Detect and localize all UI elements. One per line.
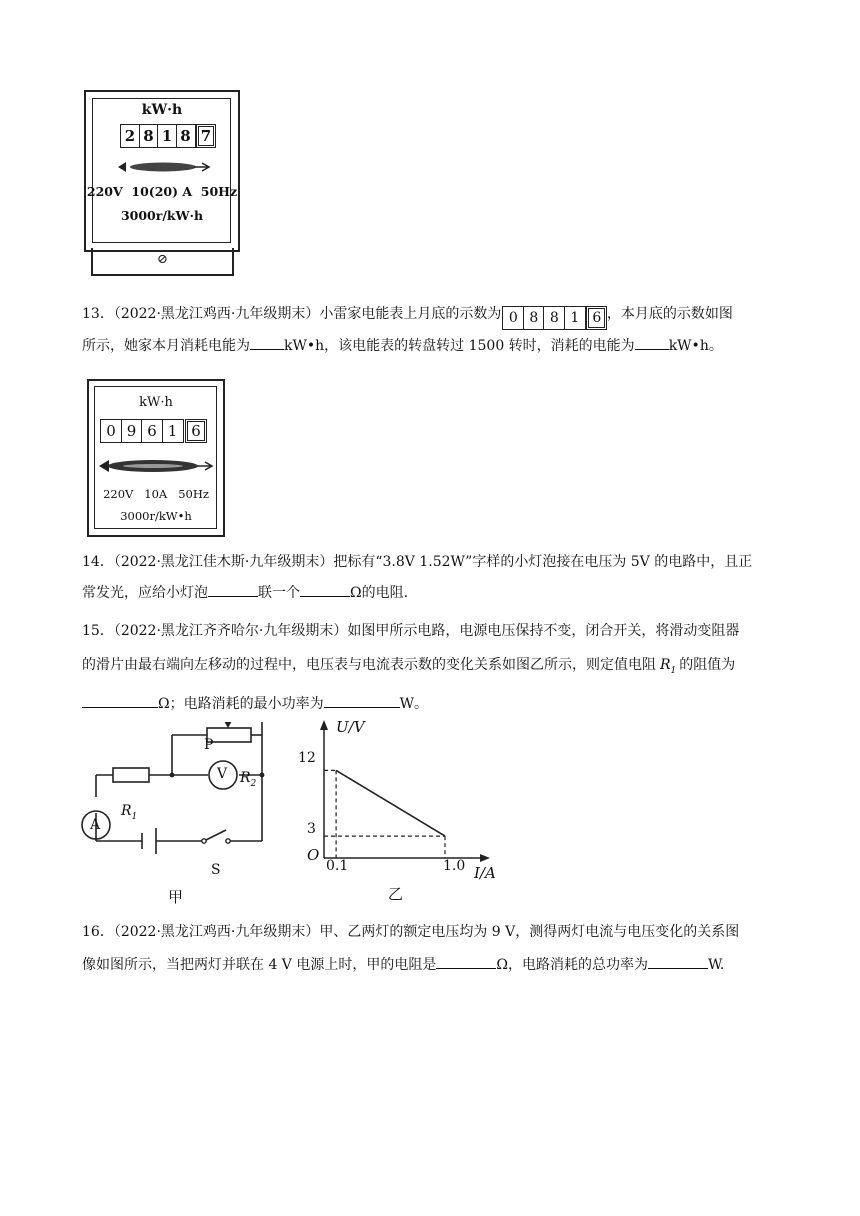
question-text: W. xyxy=(707,957,725,973)
inline-meter-reading xyxy=(502,306,606,330)
x-axis-arrow-icon xyxy=(480,854,490,862)
question-text: 甲、乙两灯的额定电压均为 9 V，测得两灯电流与电压变化的关系图 xyxy=(319,924,740,940)
y-axis-arrow-icon xyxy=(320,720,328,730)
rheostat-label: $R_2$ xyxy=(240,770,257,789)
answer-blank[interactable] xyxy=(324,693,400,708)
question-text: ，本月底的示数如图 xyxy=(606,306,733,322)
meter-unit: kW·h xyxy=(139,395,173,410)
junction-dot xyxy=(260,773,265,778)
figure-caption: 乙 xyxy=(388,885,404,903)
question-source: （2022·黑龙江佳木斯·九年级期末） xyxy=(113,554,334,570)
circuit-diagram xyxy=(76,722,276,890)
slider-label: P xyxy=(204,737,214,753)
meter-digit: 8 xyxy=(139,124,159,148)
question-number: 14． xyxy=(82,554,114,570)
question-text: 像如图所示，当把两灯并联在 4 V 电源上时，甲的电阻是 xyxy=(82,957,437,973)
reading-digit: 1 xyxy=(564,306,586,330)
question-text: 联一个 xyxy=(258,585,300,601)
question-14 xyxy=(82,548,782,607)
question-13 xyxy=(82,298,782,360)
resistor-subscript: 1 xyxy=(670,665,677,676)
question-text: 的滑片由最右端向左移动的过程中，电压表与电流表示数的变化关系如图乙所示，则定值电阻 xyxy=(82,657,656,673)
y-tick-label: 3 xyxy=(307,821,316,837)
reading-digit: 0 xyxy=(502,306,524,330)
question-text: Ω，电路消耗的总功率为 xyxy=(496,957,648,973)
reading-digit: 8 xyxy=(543,306,565,330)
meter-digit: 9 xyxy=(121,419,143,443)
meter-base xyxy=(91,248,234,276)
question-text: 常发光，应给小灯泡 xyxy=(82,585,208,601)
energy-meter-figure-1 xyxy=(84,90,240,252)
answer-blank[interactable] xyxy=(635,335,669,350)
resistor-label: $R_1$ xyxy=(121,803,138,822)
answer-blank[interactable] xyxy=(208,582,258,597)
meter-rating: 220V 10(20) A 50Hz xyxy=(86,184,238,199)
switch-contact xyxy=(226,839,230,843)
switch-contact xyxy=(202,839,206,843)
meter-digit: 1 xyxy=(162,419,184,443)
data-line xyxy=(336,770,445,836)
graph-origin: O xyxy=(307,846,320,864)
question-text: kW•h，该电能表的转盘转过 1500 转时，消耗的电能为 xyxy=(284,338,635,354)
answer-blank[interactable] xyxy=(300,582,350,597)
question-number: 15． xyxy=(82,623,114,639)
meter-digits xyxy=(120,124,215,148)
graph-x-label: I/A xyxy=(474,864,496,882)
question-source: （2022·黑龙江鸡西·九年级期末） xyxy=(113,924,320,940)
question-text: 把标有“3.8V 1.52W”字样的小灯泡接在电压为 5V 的电路中，且正 xyxy=(333,554,753,570)
slider-pointer-icon xyxy=(224,722,232,728)
question-text: W。 xyxy=(399,695,428,712)
reading-digit-decimal: 6 xyxy=(586,306,607,330)
switch-label: S xyxy=(211,862,221,878)
question-text: 的阻值为 xyxy=(679,657,736,673)
meter-digit: 1 xyxy=(157,124,177,148)
switch-blade xyxy=(204,830,226,841)
meter-digit-decimal: 6 xyxy=(185,419,207,443)
y-tick-label: 12 xyxy=(298,750,316,766)
junction-dot xyxy=(170,773,175,778)
question-text: Ω的电阻. xyxy=(350,585,409,601)
meter-unit: kW·h xyxy=(141,102,183,118)
energy-meter-figure-2 xyxy=(87,379,225,537)
question-source: （2022·黑龙江齐齐哈尔·九年级期末） xyxy=(113,623,348,639)
turntable-disc-icon xyxy=(116,159,211,175)
meter-digits xyxy=(100,419,206,443)
answer-blank[interactable] xyxy=(82,693,158,708)
rheostat-r2 xyxy=(207,728,251,742)
meter-digit: 6 xyxy=(141,419,163,443)
question-text: 小雷家电能表上月底的示数为 xyxy=(319,306,502,322)
question-text: Ω；电路消耗的最小功率为 xyxy=(158,695,324,712)
question-text: 所示，她家本月消耗电能为 xyxy=(82,338,250,354)
question-text: kW•h。 xyxy=(668,338,723,354)
reading-digit: 8 xyxy=(523,306,545,330)
meter-digit: 0 xyxy=(100,419,122,443)
meter-digit: 2 xyxy=(120,124,140,148)
meter-rating: 220V 10A 50Hz xyxy=(103,487,209,501)
meter-digit-decimal: 7 xyxy=(196,124,216,148)
meter-revolutions: 3000r/kW•h xyxy=(120,509,192,523)
figure-caption: 甲 xyxy=(168,888,184,906)
x-tick-label: 1.0 xyxy=(443,858,466,874)
graph-y-label: U/V xyxy=(336,718,365,736)
answer-blank[interactable] xyxy=(250,335,284,350)
voltmeter-label: V xyxy=(217,766,228,782)
turntable-disc-icon xyxy=(97,457,215,475)
meter-digit: 8 xyxy=(176,124,196,148)
answer-blank[interactable] xyxy=(648,954,708,969)
question-number: 16． xyxy=(82,924,114,940)
base-screw-icon: ⊘ xyxy=(157,252,168,267)
question-number: 13． xyxy=(82,306,114,322)
answer-blank[interactable] xyxy=(436,954,496,969)
question-source: （2022·黑龙江鸡西·九年级期末） xyxy=(113,306,320,322)
question-text: 如图甲所示电路，电源电压保持不变，闭合开关，将滑动变阻器 xyxy=(347,623,740,639)
ammeter-label: A xyxy=(90,817,101,833)
question-15 xyxy=(82,617,782,718)
resistor-r1 xyxy=(113,768,149,782)
meter-revolutions: 3000r/kW·h xyxy=(120,208,204,223)
resistor-symbol: R xyxy=(660,657,671,673)
question-16 xyxy=(82,918,782,979)
x-tick-label: 0.1 xyxy=(326,858,349,874)
